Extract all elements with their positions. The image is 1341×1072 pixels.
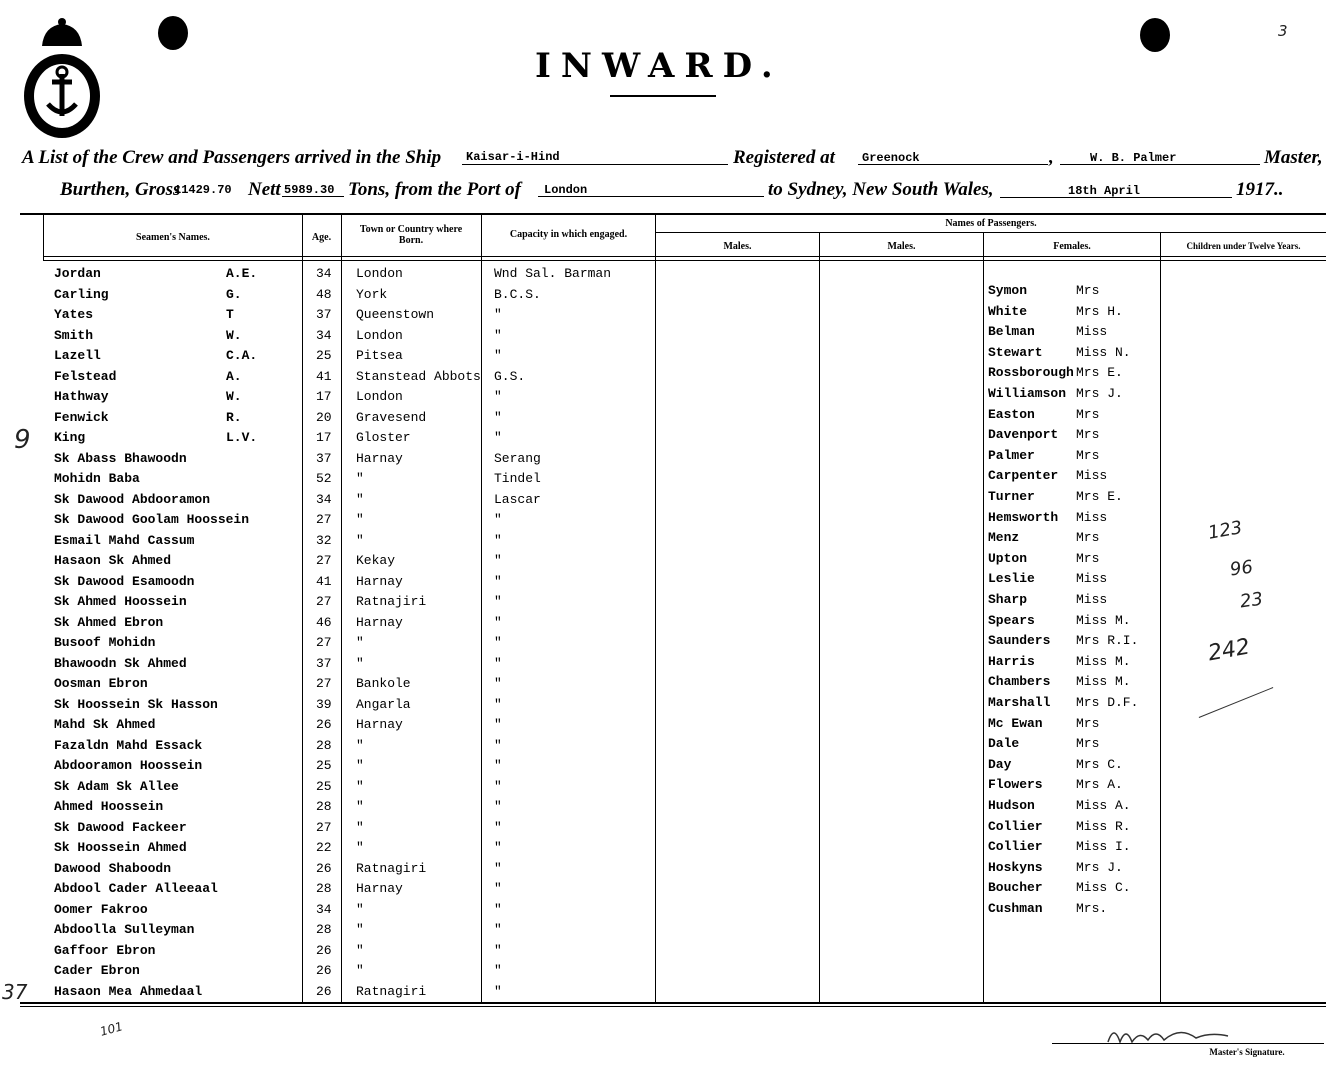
female-passenger-title: Mrs E. [1076, 365, 1123, 380]
female-passenger-name: Davenport [988, 427, 1059, 442]
crew-name: Hathway [54, 389, 109, 404]
female-passenger-title: Mrs [1076, 448, 1100, 463]
signature-line [1052, 1043, 1324, 1044]
female-passenger-title: Mrs H. [1076, 304, 1123, 319]
crew-name: Dawood Shaboodn [54, 861, 172, 876]
crew-birthplace: London [356, 389, 403, 404]
crew-age: 26 [316, 984, 332, 999]
crew-age: 26 [316, 943, 332, 958]
crew-age: 22 [316, 840, 332, 855]
crew-initials: A. [226, 369, 242, 384]
crew-birthplace: " [356, 963, 364, 978]
crew-capacity: " [494, 840, 502, 855]
crew-capacity: " [494, 307, 502, 322]
col-age: Age. [311, 232, 332, 243]
page-title: INWARD. [535, 46, 783, 86]
female-passenger-name: Cushman [988, 901, 1043, 916]
crew-birthplace: Ratnajiri [356, 594, 427, 609]
crew-age: 26 [316, 861, 332, 876]
crew-name: Cader Ebron [54, 963, 140, 978]
col-line-8 [1160, 233, 1161, 1002]
crew-name: Sk Dawood Fackeer [54, 820, 187, 835]
crew-age: 27 [316, 676, 332, 691]
crew-age: 26 [316, 963, 332, 978]
crew-age: 28 [316, 799, 332, 814]
female-passenger-title: Mrs C. [1076, 757, 1123, 772]
crew-birthplace: Gravesend [356, 410, 427, 425]
crew-birthplace: Stanstead Abbots [356, 369, 481, 384]
crew-capacity: " [494, 348, 502, 363]
crew-capacity: " [494, 553, 502, 568]
female-passenger-name: Collier [988, 839, 1043, 854]
crew-birthplace: " [356, 779, 364, 794]
crew-birthplace: " [356, 471, 364, 486]
crew-birthplace: Kekay [356, 553, 396, 568]
crew-age: 27 [316, 635, 332, 650]
tally-23: 23 [1238, 588, 1265, 613]
female-passenger-name: Carpenter [988, 468, 1059, 483]
port-of-departure: London [544, 183, 588, 197]
crew-name: Hasaon Mea Ahmedaal [54, 984, 203, 999]
burthen-label: Burthen, Gross [60, 179, 181, 200]
crew-name: Sk Adam Sk Allee [54, 779, 179, 794]
female-passenger-title: Mrs. [1076, 901, 1108, 916]
crew-capacity: " [494, 615, 502, 630]
female-passenger-name: Boucher [988, 880, 1043, 895]
female-passenger-title: Miss M. [1076, 654, 1131, 669]
crew-birthplace: " [356, 902, 364, 917]
crew-birthplace: Bankole [356, 676, 411, 691]
female-passenger-title: Miss R. [1076, 819, 1131, 834]
crew-capacity: Serang [494, 451, 541, 466]
crew-initials: R. [226, 410, 242, 425]
crew-initials: W. [226, 328, 242, 343]
female-passenger-title: Mrs [1076, 427, 1100, 442]
crew-capacity: " [494, 697, 502, 712]
female-passenger-name: Palmer [988, 448, 1035, 463]
crew-birthplace: Pitsea [356, 348, 403, 363]
crew-age: 17 [316, 430, 332, 445]
female-passenger-name: Chambers [988, 674, 1051, 689]
crew-name: Sk Ahmed Ebron [54, 615, 164, 630]
crew-capacity: " [494, 902, 502, 917]
crew-initials: A.E. [226, 266, 258, 281]
crew-birthplace: " [356, 922, 364, 937]
female-passenger-name: Upton [988, 551, 1028, 566]
crew-age: 41 [316, 369, 332, 384]
crew-age: 28 [316, 738, 332, 753]
female-passenger-title: Mrs J. [1076, 860, 1123, 875]
female-passenger-name: Marshall [988, 695, 1051, 710]
crew-age: 25 [316, 779, 332, 794]
crew-age: 34 [316, 492, 332, 507]
bottom-note: 101 [98, 1019, 125, 1039]
female-passenger-title: Miss [1076, 468, 1108, 483]
female-passenger-title: Miss [1076, 571, 1108, 586]
crew-name: Oomer Fakroo [54, 902, 148, 917]
punch-hole-right [1140, 18, 1170, 52]
crew-capacity: " [494, 533, 502, 548]
crew-birthplace: Queenstown [356, 307, 435, 322]
female-passenger-name: Harris [988, 654, 1035, 669]
ship-underline [462, 164, 728, 165]
crew-age: 26 [316, 717, 332, 732]
crew-age: 37 [316, 307, 332, 322]
comma: , [1049, 147, 1054, 168]
tally-123: 123 [1206, 517, 1244, 544]
crew-age: 27 [316, 553, 332, 568]
crew-name: Jordan [54, 266, 101, 281]
master-underline [1060, 164, 1260, 165]
female-passenger-title: Mrs D.F. [1076, 695, 1139, 710]
female-passenger-name: Williamson [988, 386, 1067, 401]
crew-birthplace: " [356, 738, 364, 753]
crew-capacity: " [494, 328, 502, 343]
crew-capacity: " [494, 922, 502, 937]
tally-96: 96 [1228, 556, 1255, 581]
col-line-7 [983, 233, 984, 1002]
crew-age: 25 [316, 758, 332, 773]
crew-age: 37 [316, 656, 332, 671]
registered-port: Greenock [862, 151, 920, 165]
crew-name: Lazell [54, 348, 101, 363]
registered-label: Registered at [733, 147, 835, 168]
crew-capacity: " [494, 738, 502, 753]
col-males-1: Males. [723, 241, 752, 252]
crew-name: Abdool Cader Alleeaal [54, 881, 218, 896]
female-passenger-title: Miss [1076, 592, 1108, 607]
crew-age: 52 [316, 471, 332, 486]
crew-age: 34 [316, 266, 332, 281]
crew-age: 27 [316, 820, 332, 835]
col-born: Town or Country where Born. [359, 224, 463, 246]
crew-age: 34 [316, 328, 332, 343]
crew-capacity: " [494, 963, 502, 978]
crew-name: Sk Abass Bhawoodn [54, 451, 187, 466]
crew-initials: C.A. [226, 348, 258, 363]
female-passenger-title: Miss M. [1076, 613, 1131, 628]
crew-name: Abdooramon Hoossein [54, 758, 203, 773]
col-line-5 [655, 213, 656, 1002]
crew-name: Sk Dawood Esamoodn [54, 574, 195, 589]
crew-capacity: " [494, 984, 502, 999]
crew-age: 25 [316, 348, 332, 363]
tally-rule [1199, 687, 1274, 718]
crew-name: Abdoolla Sulleyman [54, 922, 195, 937]
crew-birthplace: " [356, 656, 364, 671]
crew-name: Busoof Mohidn [54, 635, 156, 650]
crew-age: 27 [316, 512, 332, 527]
crew-age: 37 [316, 451, 332, 466]
master-name: W. B. Palmer [1090, 151, 1177, 165]
female-passenger-name: Rossborough [988, 365, 1074, 380]
female-passenger-name: Stewart [988, 345, 1043, 360]
female-passenger-title: Mrs R.I. [1076, 633, 1139, 648]
crew-name: Carling [54, 287, 109, 302]
female-passenger-name: Mc Ewan [988, 716, 1043, 731]
crew-name: Sk Dawood Goolam Hoossein [54, 512, 250, 527]
margin-note-9: 9 [14, 425, 31, 455]
crew-birthplace: Gloster [356, 430, 411, 445]
crew-name: Sk Hoossein Sk Hasson [54, 697, 218, 712]
crew-birthplace: " [356, 799, 364, 814]
top-right-mark: 3 [1278, 22, 1288, 40]
crew-birthplace: London [356, 266, 403, 281]
crew-age: 48 [316, 287, 332, 302]
col-seamen-names: Seamen's Names. [136, 232, 210, 243]
female-passenger-title: Mrs [1076, 407, 1100, 422]
female-passenger-name: Flowers [988, 777, 1043, 792]
crew-birthplace: Harnay [356, 451, 403, 466]
crew-capacity: " [494, 635, 502, 650]
table-bottom-rule-2 [20, 1006, 1326, 1007]
table-top-rule [20, 213, 1326, 215]
crew-age: 20 [316, 410, 332, 425]
crew-name: Mahd Sk Ahmed [54, 717, 156, 732]
crew-age: 32 [316, 533, 332, 548]
tons-label: Tons, from the Port of [348, 179, 521, 200]
crew-birthplace: Harnay [356, 717, 403, 732]
crew-capacity: B.C.S. [494, 287, 541, 302]
female-passenger-title: Miss C. [1076, 880, 1131, 895]
female-passenger-title: Mrs [1076, 716, 1100, 731]
crew-name: Sk Dawood Abdooramon [54, 492, 211, 507]
margin-note-37: 37 [2, 980, 28, 1004]
crew-capacity: Lascar [494, 492, 541, 507]
female-passenger-name: Sharp [988, 592, 1028, 607]
crew-birthplace: Ratnagiri [356, 984, 427, 999]
female-passenger-name: Menz [988, 530, 1020, 545]
col-females: Females. [1053, 241, 1091, 252]
crew-birthplace: Harnay [356, 881, 403, 896]
passenger-subrule [656, 232, 1326, 233]
crew-capacity: " [494, 574, 502, 589]
female-passenger-title: Mrs A. [1076, 777, 1123, 792]
female-passenger-title: Mrs [1076, 283, 1100, 298]
registered-underline [858, 164, 1048, 165]
crew-capacity: " [494, 676, 502, 691]
crew-name: Oosman Ebron [54, 676, 148, 691]
female-passenger-title: Miss N. [1076, 345, 1131, 360]
crew-name: Yates [54, 307, 94, 322]
title-rule [610, 95, 716, 97]
col-line-4 [481, 213, 482, 1002]
female-passenger-name: Hemsworth [988, 510, 1059, 525]
crew-name: Gaffoor Ebron [54, 943, 156, 958]
crew-age: 17 [316, 389, 332, 404]
crew-capacity: " [494, 943, 502, 958]
arrival-year: 1917.. [1236, 179, 1284, 200]
female-passenger-name: Easton [988, 407, 1035, 422]
crew-name: Felstead [54, 369, 117, 384]
crew-capacity: " [494, 820, 502, 835]
female-passenger-title: Miss M. [1076, 674, 1131, 689]
crew-birthplace: " [356, 820, 364, 835]
female-passenger-title: Miss [1076, 510, 1108, 525]
female-passenger-name: Day [988, 757, 1012, 772]
col-line-2 [302, 213, 303, 1002]
crew-capacity: " [494, 881, 502, 896]
crew-name: King [54, 430, 86, 445]
crew-capacity: " [494, 779, 502, 794]
nett-label: Nett [248, 179, 281, 200]
date-underline [1000, 197, 1232, 198]
table-bottom-rule [20, 1002, 1326, 1004]
crew-birthplace: Ratnagiri [356, 861, 427, 876]
col-passengers: Names of Passengers. [945, 218, 1037, 229]
crew-birthplace: " [356, 758, 364, 773]
crew-birthplace: " [356, 943, 364, 958]
crew-birthplace: Harnay [356, 615, 403, 630]
female-passenger-name: Saunders [988, 633, 1051, 648]
crew-name: Fenwick [54, 410, 109, 425]
female-passenger-name: Hudson [988, 798, 1035, 813]
crew-birthplace: " [356, 533, 364, 548]
female-passenger-name: Turner [988, 489, 1035, 504]
crew-name: Ahmed Hoossein [54, 799, 164, 814]
gross-tonnage: 11429.70 [174, 183, 232, 197]
nett-underline [282, 196, 344, 197]
female-passenger-title: Mrs [1076, 736, 1100, 751]
crew-age: 34 [316, 902, 332, 917]
female-passenger-title: Mrs J. [1076, 386, 1123, 401]
crew-age: 39 [316, 697, 332, 712]
female-passenger-name: Symon [988, 283, 1028, 298]
female-passenger-name: Spears [988, 613, 1035, 628]
female-passenger-title: Miss A. [1076, 798, 1131, 813]
crew-name: Sk Hoossein Ahmed [54, 840, 187, 855]
crew-birthplace: York [356, 287, 388, 302]
crew-capacity: G.S. [494, 369, 526, 384]
col-males-2: Males. [887, 241, 916, 252]
col-line-6 [819, 233, 820, 1002]
crew-capacity: Wnd Sal. Barman [494, 266, 612, 281]
master-label: Master, [1264, 147, 1323, 168]
female-passenger-name: Hoskyns [988, 860, 1043, 875]
crew-initials: L.V. [226, 430, 258, 445]
header-bottom-rule-2 [44, 260, 1326, 261]
arrival-date: 18th April [1068, 184, 1141, 198]
crew-initials: W. [226, 389, 242, 404]
crew-name: Sk Ahmed Hoossein [54, 594, 187, 609]
crew-birthplace: " [356, 840, 364, 855]
female-passenger-name: Leslie [988, 571, 1035, 586]
crew-birthplace: " [356, 492, 364, 507]
col-children: Children under Twelve Years. [1186, 241, 1301, 251]
crew-capacity: " [494, 861, 502, 876]
crew-capacity: " [494, 758, 502, 773]
destination-label: to Sydney, New South Wales, [768, 179, 994, 200]
crew-name: Hasaon Sk Ahmed [54, 553, 172, 568]
crew-capacity: " [494, 594, 502, 609]
crew-birthplace: Harnay [356, 574, 403, 589]
tally-242: 242 [1206, 634, 1252, 667]
crew-name: Bhawoodn Sk Ahmed [54, 656, 187, 671]
female-passenger-name: Collier [988, 819, 1043, 834]
female-passenger-name: Belman [988, 324, 1035, 339]
crew-age: 41 [316, 574, 332, 589]
crew-age: 28 [316, 881, 332, 896]
crew-age: 46 [316, 615, 332, 630]
crew-birthplace: " [356, 512, 364, 527]
female-passenger-name: White [988, 304, 1028, 319]
col-capacity: Capacity in which engaged. [509, 229, 628, 240]
female-passenger-title: Miss I. [1076, 839, 1131, 854]
crew-name: Smith [54, 328, 94, 343]
female-passenger-title: Mrs [1076, 530, 1100, 545]
list-label: A List of the Crew and Passengers arrived in the Ship [22, 147, 442, 168]
crew-capacity: " [494, 656, 502, 671]
female-passenger-title: Mrs E. [1076, 489, 1123, 504]
master-signature [1100, 1020, 1240, 1050]
crew-capacity: " [494, 717, 502, 732]
crown-anchor-seal-icon [22, 16, 102, 140]
crew-age: 28 [316, 922, 332, 937]
punch-hole-left [158, 16, 188, 50]
crew-birthplace: " [356, 635, 364, 650]
female-passenger-name: Dale [988, 736, 1020, 751]
signature-label: Master's Signature. [1209, 1047, 1285, 1057]
crew-capacity: " [494, 512, 502, 527]
crew-initials: G. [226, 287, 242, 302]
crew-name: Fazaldn Mahd Essack [54, 738, 203, 753]
crew-capacity: " [494, 410, 502, 425]
crew-capacity: " [494, 799, 502, 814]
col-line-3 [341, 213, 342, 1002]
crew-initials: T [226, 307, 234, 322]
ship-name: Kaisar-i-Hind [466, 150, 560, 164]
female-passenger-title: Mrs [1076, 551, 1100, 566]
port-underline [538, 196, 764, 197]
crew-capacity: " [494, 389, 502, 404]
crew-age: 27 [316, 594, 332, 609]
crew-birthplace: Angarla [356, 697, 411, 712]
crew-capacity: " [494, 430, 502, 445]
crew-birthplace: London [356, 328, 403, 343]
crew-capacity: Tindel [494, 471, 541, 486]
nett-tonnage: 5989.30 [284, 183, 335, 197]
crew-name: Esmail Mahd Cassum [54, 533, 195, 548]
crew-name: Mohidn Baba [54, 471, 140, 486]
header-bottom-rule [44, 256, 1326, 257]
female-passenger-title: Miss [1076, 324, 1108, 339]
